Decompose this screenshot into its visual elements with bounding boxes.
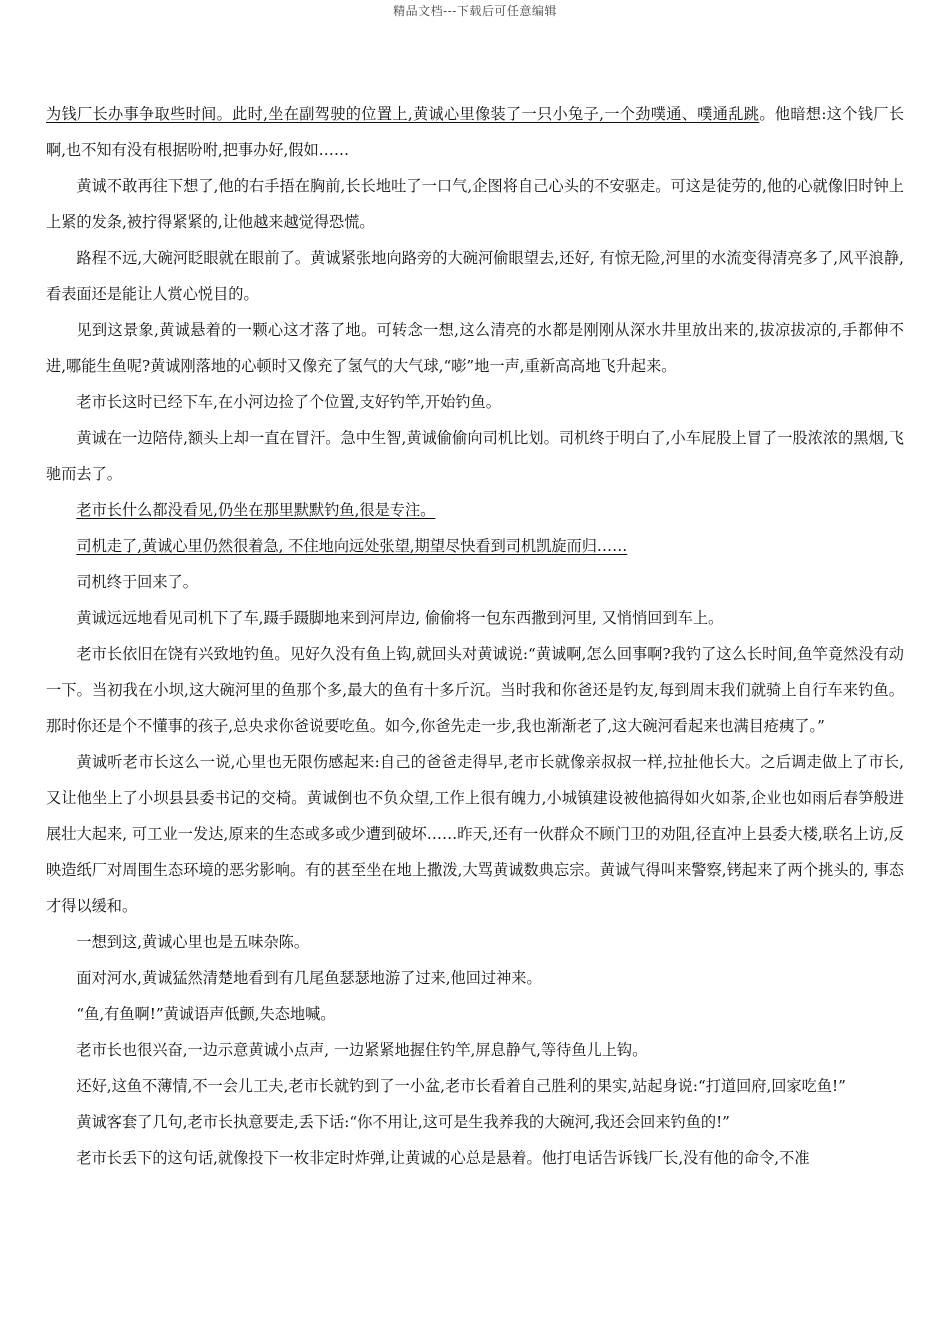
paragraph-10: 黄诚远远地看见司机下了车,蹑手蹑脚地来到河岸边, 偷偷将一包东西撒到河里, 又悄悄回到车上。 [76,609,724,627]
paragraph-15: “鱼,有鱼啊!”黄诚语声低颤,失态地喊。 [76,1005,336,1023]
paragraph-11: 老市长依旧在饶有兴致地钓鱼。见好久没有鱼上钩,就回头对黄诚说:“黄诚啊,怎么回事啊?我钓了这么长时间,鱼竿竟然没有动一下。当初我在小坝,这大碗河里的鱼那个多,最大的鱼有十多斤沉。当时我和你爸还是钓友,每到周末我们就骑上自行车来钓鱼。那时你还是个不懂事的孩子,总央求你爸说要吃鱼。如今,你爸先走一步,我也渐渐老了,这大碗河看起来也满目疮痍了。” [46,645,904,735]
page-header: 精品文档---下载后可任意编辑 [393,4,557,18]
underlined-text: 为钱厂长办事争取些时间。此时,坐在副驾驶的位置上,黄诚心里像装了一只小兔子,一个劲噗通、噗通乱跳 [46,105,760,123]
paragraph-8 [46,528,904,564]
paragraph-13: 一想到这,黄诚心里也是五味杂陈。 [76,933,310,951]
paragraph-1 [46,96,904,168]
paragraph-16: 老市长也很兴奋,一边示意黄诚小点声, 一边紧紧地握住钓竿,屏息静气,等待鱼儿上钩。 [76,1041,648,1059]
paragraph-6: 黄诚在一边陪侍,额头上却一直在冒汗。急中生智,黄诚偷偷向司机比划。司机终于明白了,小车屁股上冒了一股浓浓的黑烟,飞驰而去了。 [46,429,904,483]
paragraph-17: 还好,这鱼不薄情,不一会儿工夫,老市长就钓到了一小盆,老市长看着自己胜利的果实,站起身说:“打道回府,回家吃鱼!” [76,1077,846,1095]
paragraph-18: 黄诚客套了几句,老市长执意要走,丢下话:“你不用让,这可是生我养我的大碗河,我还会回来钓鱼的!” [76,1113,730,1131]
paragraph-2: 黄诚不敢再往下想了,他的右手捂在胸前,长长地吐了一口气,企图将自己心头的不安驱走。可这是徒劳的,他的心就像旧时钟上上紧的发条,被拧得紧紧的,让他越来越觉得恐慌。 [46,177,904,231]
paragraph-14: 面对河水,黄诚猛然清楚地看到有几尾鱼瑟瑟地游了过来,他回过神来。 [76,969,542,987]
paragraph-3: 路程不远,大碗河眨眼就在眼前了。黄诚紧张地向路旁的大碗河偷眼望去,还好, 有惊无险,河里的水流变得清亮多了,风平浪静,看表面还是能让人赏心悦目的。 [46,249,904,303]
paragraph-4: 见到这景象,黄诚悬着的一颗心这才落了地。可转念一想,这么清亮的水都是刚刚从深水井里放出来的,拔凉拔凉的,手都伸不进,哪能生鱼呢?黄诚刚落地的心顿时又像充了氢气的大气球,“嘭”地一声,重新高高地飞升起来。 [46,321,904,375]
underlined-text: 老市长什么都没看见,仍坐在那里默默钓鱼,很是专注。 [76,501,436,519]
paragraph-5: 老市长这时已经下车,在小河边捡了个位置,支好钓竿,开始钓鱼。 [76,393,501,411]
paragraph-7 [46,492,904,528]
underlined-text: 司机走了,黄诚心里仍然很着急, 不住地向远处张望,期望尽快看到司机凯旋而归…… [76,537,628,555]
paragraph-text: 。他暗想:这个钱厂长啊,也不知有没有根据吩咐,把事办好,假如…… [46,105,905,159]
paragraph-19: 老市长丢下的这句话,就像投下一枚非定时炸弹,让黄诚的心总是悬着。他打电话告诉钱厂长,没有他的命令,不准 [76,1149,810,1167]
paragraph-9: 司机终于回来了。 [76,573,198,591]
document-body [46,96,904,1176]
paragraph-12: 黄诚听老市长这么一说,心里也无限伤感起来:自己的爸爸走得早,老市长就像亲叔叔一样,拉扯他长大。之后调走做上了市长,又让他坐上了小坝县县委书记的交椅。黄诚倒也不负众望,工作上很有魄力,小城镇建设被他搞得如火如荼,企业也如雨后春笋般进展壮大起来, 可工业一发达,原来的生态或多或少遭到破坏……昨天,还有一伙群众不顾门卫的劝阻,径直冲上县委大楼,联名上访,反映造纸厂对周围生态环境的恶劣影响。有的甚至坐在地上撒泼,大骂黄诚数典忘宗。黄诚气得叫来警察,铐起来了两个挑头的, 事态才得以缓和。 [46,753,904,915]
